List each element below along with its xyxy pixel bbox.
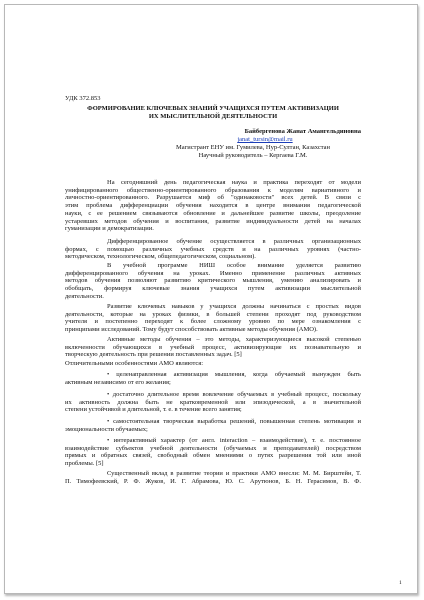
- document-page: [4, 4, 418, 594]
- list-item-4: • интерактивный характер (от англ. interaction – взаимодействие), т. е. постоянное взаимодействие субъектов учебной деятельности (обучаемых и преподавателей) посредством прямых и обратных связей, свободный обмен мнениями о путях разрешения той или иной проблемы. [5]: [65, 437, 361, 468]
- affiliation: Магистрант ЕНУ им. Гумилева, Нур-Султан, Казахстан: [175, 144, 331, 151]
- paragraph-2: Дифференцированное обучение осуществляется в различных организационных формах, с помощью различных учебных средств и на различных уровнях (частно- методическом, технологическом, общепедагогическом, социальном).: [65, 238, 361, 261]
- title-line-1: ФОРМИРОВАНИЕ КЛЮЧЕВЫХ ЗНАНИЙ УЧАЩИХСЯ ПУТЕМ АКТИВИЗАЦИИ: [87, 105, 339, 112]
- paragraph-contributors: Существенный вклад в развитие теории и практики АМО внесли: М. М. Бирштейн, Т. П. Тимофеевский, Р. Ф. Жуков, И. Г. Абрамова, Ю. С. Арутюнов, Б. Н. Герасимов, В. Ф.: [65, 470, 361, 485]
- paragraph-4: Развитие ключевых навыков у учащихся должны начинаться с простых видов деятельности, которые на уроках физики, в большей степени проходят под руководством учителя и постепенно переходят к более сложному уровню по мере ознакомления с принципами исследований. Тому будут способствовать активные методы обучения (АМО).: [65, 303, 361, 334]
- paragraph-1: На сегодняшний день педагогическая наука и практика переходят от модели унифицированного общественно-ориентированного образования к моделям вариативного и личностно-ориентированного. Разрушается миф об "одинаковости" всех детей. В связи с этим проблема дифференциации обучения находится в центре внимания педагогической науки, с ее решением связываются обновление и дальнейшее развитие школы, преодоление устаревших методов обучения и воспитания, развитие индивидуальности детей на началах гуманизации и демократизации.: [65, 179, 361, 233]
- author-email-link[interactable]: janat_tursin@mail.ru: [237, 136, 293, 143]
- paragraph-5: Активные методы обучения – это методы, характеризующиеся высокой степенью включенности обучающихся в учебный процесс, активизирующие их познавательную и творческую деятельность при решении поставленных задач. [5]: [65, 336, 361, 359]
- paragraph-3: В учебной программе НИШ особое внимание уделяется развитию дифференцированного обучения на уроках. Именно применение различных активных методов обучения позволяют развитию критического мышления, умению анализировать и обобщать, формируя ключевые знания учащихся путем активизации мыслительной деятельности.: [65, 262, 361, 300]
- list-item-3: • самостоятельная творческая выработка решений, повышенная степень мотивации и эмоциональности обучаемых;: [65, 418, 361, 433]
- author-name: Байбергенова Жанат Амангельдиновна: [244, 128, 361, 135]
- supervisor: Научный руководитель – Кергаева Г.М.: [198, 151, 308, 159]
- page-number: 1: [399, 580, 402, 586]
- list-item-2: • достаточно длительное время вовлечение обучаемых в учебный процесс, поскольку их активность должна быть не кратковременной или эпизодической, а в значительной степени устойчивой и длительной, т. е. в течение всего занятия;: [65, 391, 361, 414]
- list-item-1: • целенаправленная активизация мышления, когда обучаемый вынужден быть активным независимо от его желания;: [65, 371, 361, 386]
- affiliation-block: [105, 144, 401, 159]
- article-title: [65, 105, 361, 120]
- title-line-2: ИХ МЫСЛИТЕЛЬНОЙ ДЕЯТЕЛЬНОСТИ: [148, 112, 278, 120]
- udc-code: УДК 372.853: [65, 95, 101, 102]
- author-info: [185, 136, 345, 144]
- paragraph-6: Отличительными особенностями АМО являются:: [65, 360, 204, 367]
